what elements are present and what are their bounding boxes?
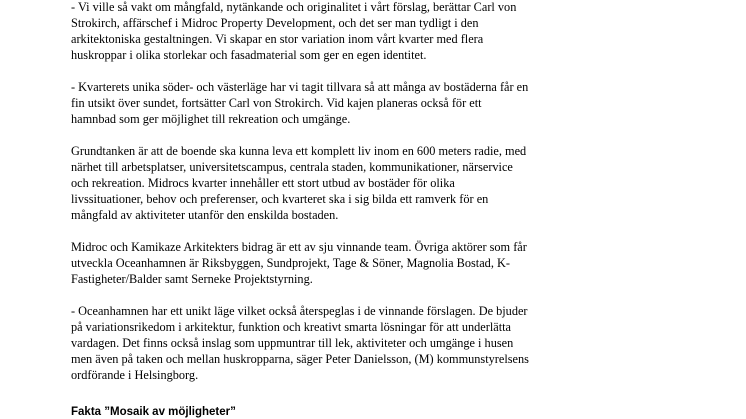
paragraph-quote-carl-2 [71,79,528,127]
text-line: mångfald av aktiviteter utanför den enskilda bostaden. [71,208,339,222]
text-line: ordförande i Helsingborg. [71,368,199,382]
paragraph-quote-peter [71,303,529,383]
text-line: arkitektoniska gestaltningen. Vi skapar en stor variation inom vårt kvarter med flera [71,32,484,46]
text-line: Strokirch, affärschef i Midroc Property Development, och det ser man tydligt i den [71,16,479,30]
section-heading-fakta: Fakta ”Mosaik av möjligheter” [71,406,236,418]
text-line: - Vi ville så vakt om mångfald, nytänkande och originalitet i vårt förslag, berättar Carl von [71,0,517,14]
text-line: Fastigheter/Balder samt Serneke Projektstyrning. [71,272,313,286]
text-line: men även på taken och mellan huskropparna, säger Peter Danielsson, (M) kommunstyrelsens [71,352,529,366]
text-line: och rekreation. Midrocs kvarter innehåller ett stort utbud av bostäder för olika [71,176,455,190]
text-line: - Oceanhamnen har ett unikt läge vilket också återspeglas i de vinnande förslagen. De bjuder [71,304,528,318]
paragraph-quote-carl-1 [71,0,516,63]
text-line: utveckla Oceanhamnen är Riksbyggen, Sundprojekt, Tage & Söner, Magnolia Bostad, K- [71,256,510,270]
text-line: på variationsrikedom i arkitektur, funktion och kreativt smarta lösningar för att underlätta [71,320,512,334]
text-line: vardagen. Det finns också inslag som uppmuntrar till lek, aktiviteter och umgänge i husen [71,336,514,350]
text-line: närhet till arbetsplatser, universitetscampus, centrala staden, kommunikationer, närservice [71,160,513,174]
text-line: - Kvarterets unika söder- och västerläge har vi tagit tillvara så att många av bostäderna får en [71,80,529,94]
text-line: Midroc och Kamikaze Arkitekters bidrag är ett av sju vinnande team. Övriga aktörer som får [71,240,527,254]
text-line: Grundtanken är att de boende ska kunna leva ett komplett liv inom en 600 meters radie, med [71,144,527,158]
text-line: livssituationer, behov och preferenser, och kvarteret ska i sig bilda ett ramverk för en [71,192,489,206]
text-line: huskroppar i olika storlekar och fasadmaterial som ger en egen identitet. [71,48,427,62]
paragraph-grundtanken [71,143,526,223]
text-line: fin utsikt över sundet, fortsätter Carl von Strokirch. Vid kajen planeras också för ett [71,96,482,110]
paragraph-vinnande-team [71,239,527,287]
text-line: hamnbad som ger möjlighet till rekreation och umgänge. [71,112,351,126]
